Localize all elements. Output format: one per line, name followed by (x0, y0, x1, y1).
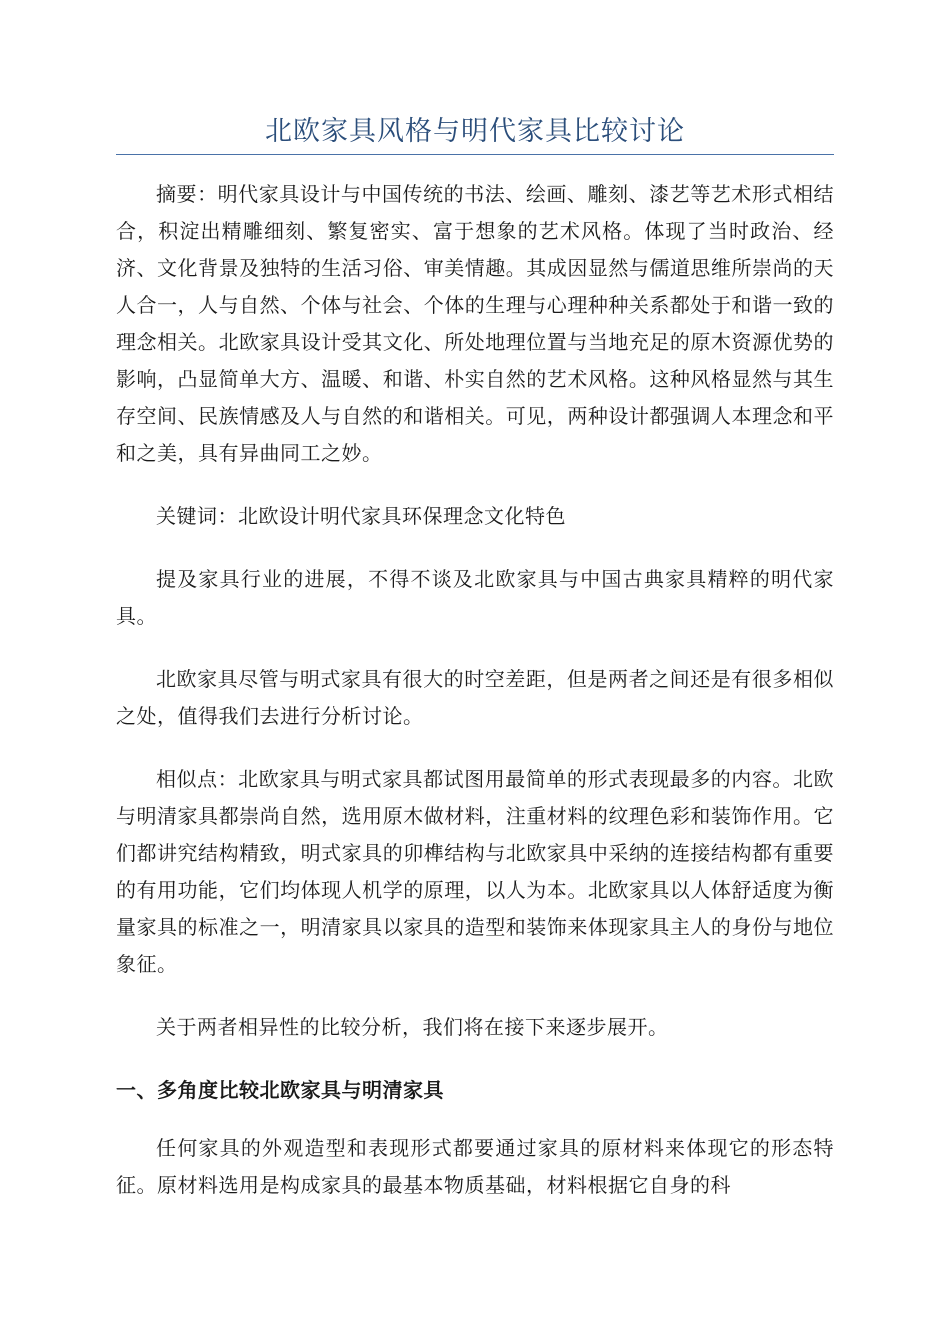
keywords-paragraph: 关键词：北欧设计明代家具环保理念文化特色 (156, 504, 566, 528)
section-heading: 一、多角度比较北欧家具与明清家具 (116, 1078, 444, 1102)
document-title: 北欧家具风格与明代家具比较讨论 (265, 116, 685, 147)
body-paragraph: 关于两者相异性的比较分析，我们将在接下来逐步展开。 (156, 1015, 669, 1039)
section-paragraph: 任何家具的外观造型和表现形式都要通过家具的原材料来体现它的形态特征。原材料选用是构成家具的最基本物质基础，材料根据它自身的科 (116, 1136, 834, 1197)
abstract-paragraph: 摘要：明代家具设计与中国传统的书法、绘画、雕刻、漆艺等艺术形式相结合，积淀出精雕细刻、繁复密实、富于想象的艺术风格。体现了当时政治、经济、文化背景及独特的生活习俗、审美情趣。其成因显然与儒道思维所崇尚的天人合一，人与自然、个体与社会、个体的生理与心理种种关系都处于和谐一致的理念相关。北欧家具设计受其文化、所处地理位置与当地充足的原木资源优势的影响，凸显简单大方、温暖、和谐、朴实自然的艺术风格。这种风格显然与其生存空间、民族情感及人与自然的和谐相关。可见，两种设计都强调人本理念和平和之美，具有异曲同工之妙。 (116, 182, 834, 465)
document-body (116, 176, 834, 1230)
body-paragraph: 提及家具行业的进展，不得不谈及北欧家具与中国古典家具精粹的明代家具。 (116, 567, 834, 628)
body-paragraph: 北欧家具尽管与明式家具有很大的时空差距，但是两者之间还是有很多相似之处，值得我们去进行分析讨论。 (116, 667, 834, 728)
body-paragraph: 相似点：北欧家具与明式家具都试图用最简单的形式表现最多的内容。北欧与明清家具都崇尚自然，选用原木做材料，注重材料的纹理色彩和装饰作用。它们都讲究结构精致，明式家具的卯榫结构与北欧家具中采纳的连接结构都有重要的有用功能，它们均体现人机学的原理，以人为本。北欧家具以人体舒适度为衡量家具的标准之一，明清家具以家具的造型和装饰来体现家具主人的身份与地位象征。 (116, 767, 834, 976)
title-underline (116, 154, 834, 155)
